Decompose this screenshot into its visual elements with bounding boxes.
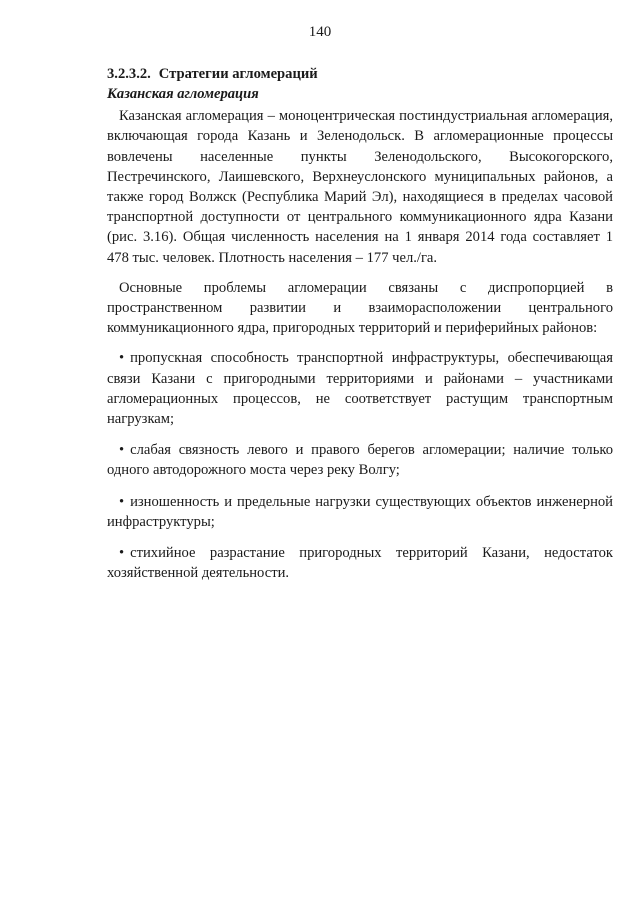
list-item — [107, 348, 613, 429]
subheading: Казанская агломерация — [107, 86, 259, 102]
document-body — [107, 64, 613, 594]
list-item — [107, 440, 613, 480]
bullet-icon: • — [119, 493, 125, 510]
section-heading — [107, 64, 613, 84]
section-number: 3.2.3.2. — [107, 66, 151, 82]
bullet-icon: • — [119, 545, 125, 562]
bullet-icon: • — [119, 350, 125, 367]
list-item-text: изношенность и предельные нагрузки существующих объектов инженерной инфраструктуры; — [107, 493, 613, 530]
list-item-text: пропускная способность транспортной инфраструктуры, обеспечивающая связи Казани с пригородными территориями и районами – участниками агломерационных процессов, не соответствует растущим транспортным нагрузкам; — [107, 350, 613, 428]
paragraph-problems-intro: Основные проблемы агломерации связаны с диспропорцией в пространственном развитии и взаиморасположении центрального коммуникационного ядра, пригородных территорий и периферийных районов: — [107, 279, 613, 337]
section-title: Стратегии агломераций — [158, 66, 318, 82]
page-number: 140 — [308, 24, 332, 40]
list-item — [107, 492, 613, 532]
bullet-icon: • — [119, 442, 125, 459]
list-item-text: стихийное разрастание пригородных территорий Казани, недостаток хозяйственной деятельности. — [107, 545, 613, 582]
list-item-text: слабая связность левого и правого берегов агломерации; наличие только одного автодорожного моста через реку Волгу; — [107, 442, 613, 479]
list-item — [107, 543, 613, 583]
paragraph-description: Казанская агломерация – моноцентрическая постиндустриальная агломерация, включающая города Казань и Зеленодольск. В агломерационные процессы вовлечены населенные пункты Зеленодольского, Высокогорского, Пестречинского, Лаишевского, Верхнеуслонского муниципальных районов, а также город Волжск (Республика Марий Эл), находящиеся в пределах часовой транспортной доступности от центрального коммуникационного ядра Казани (рис. 3.16). Общая численность населения на 1 января 2014 года составляет 1 478 тыс. человек. Плотность населения – 177 чел./га. — [107, 108, 613, 266]
